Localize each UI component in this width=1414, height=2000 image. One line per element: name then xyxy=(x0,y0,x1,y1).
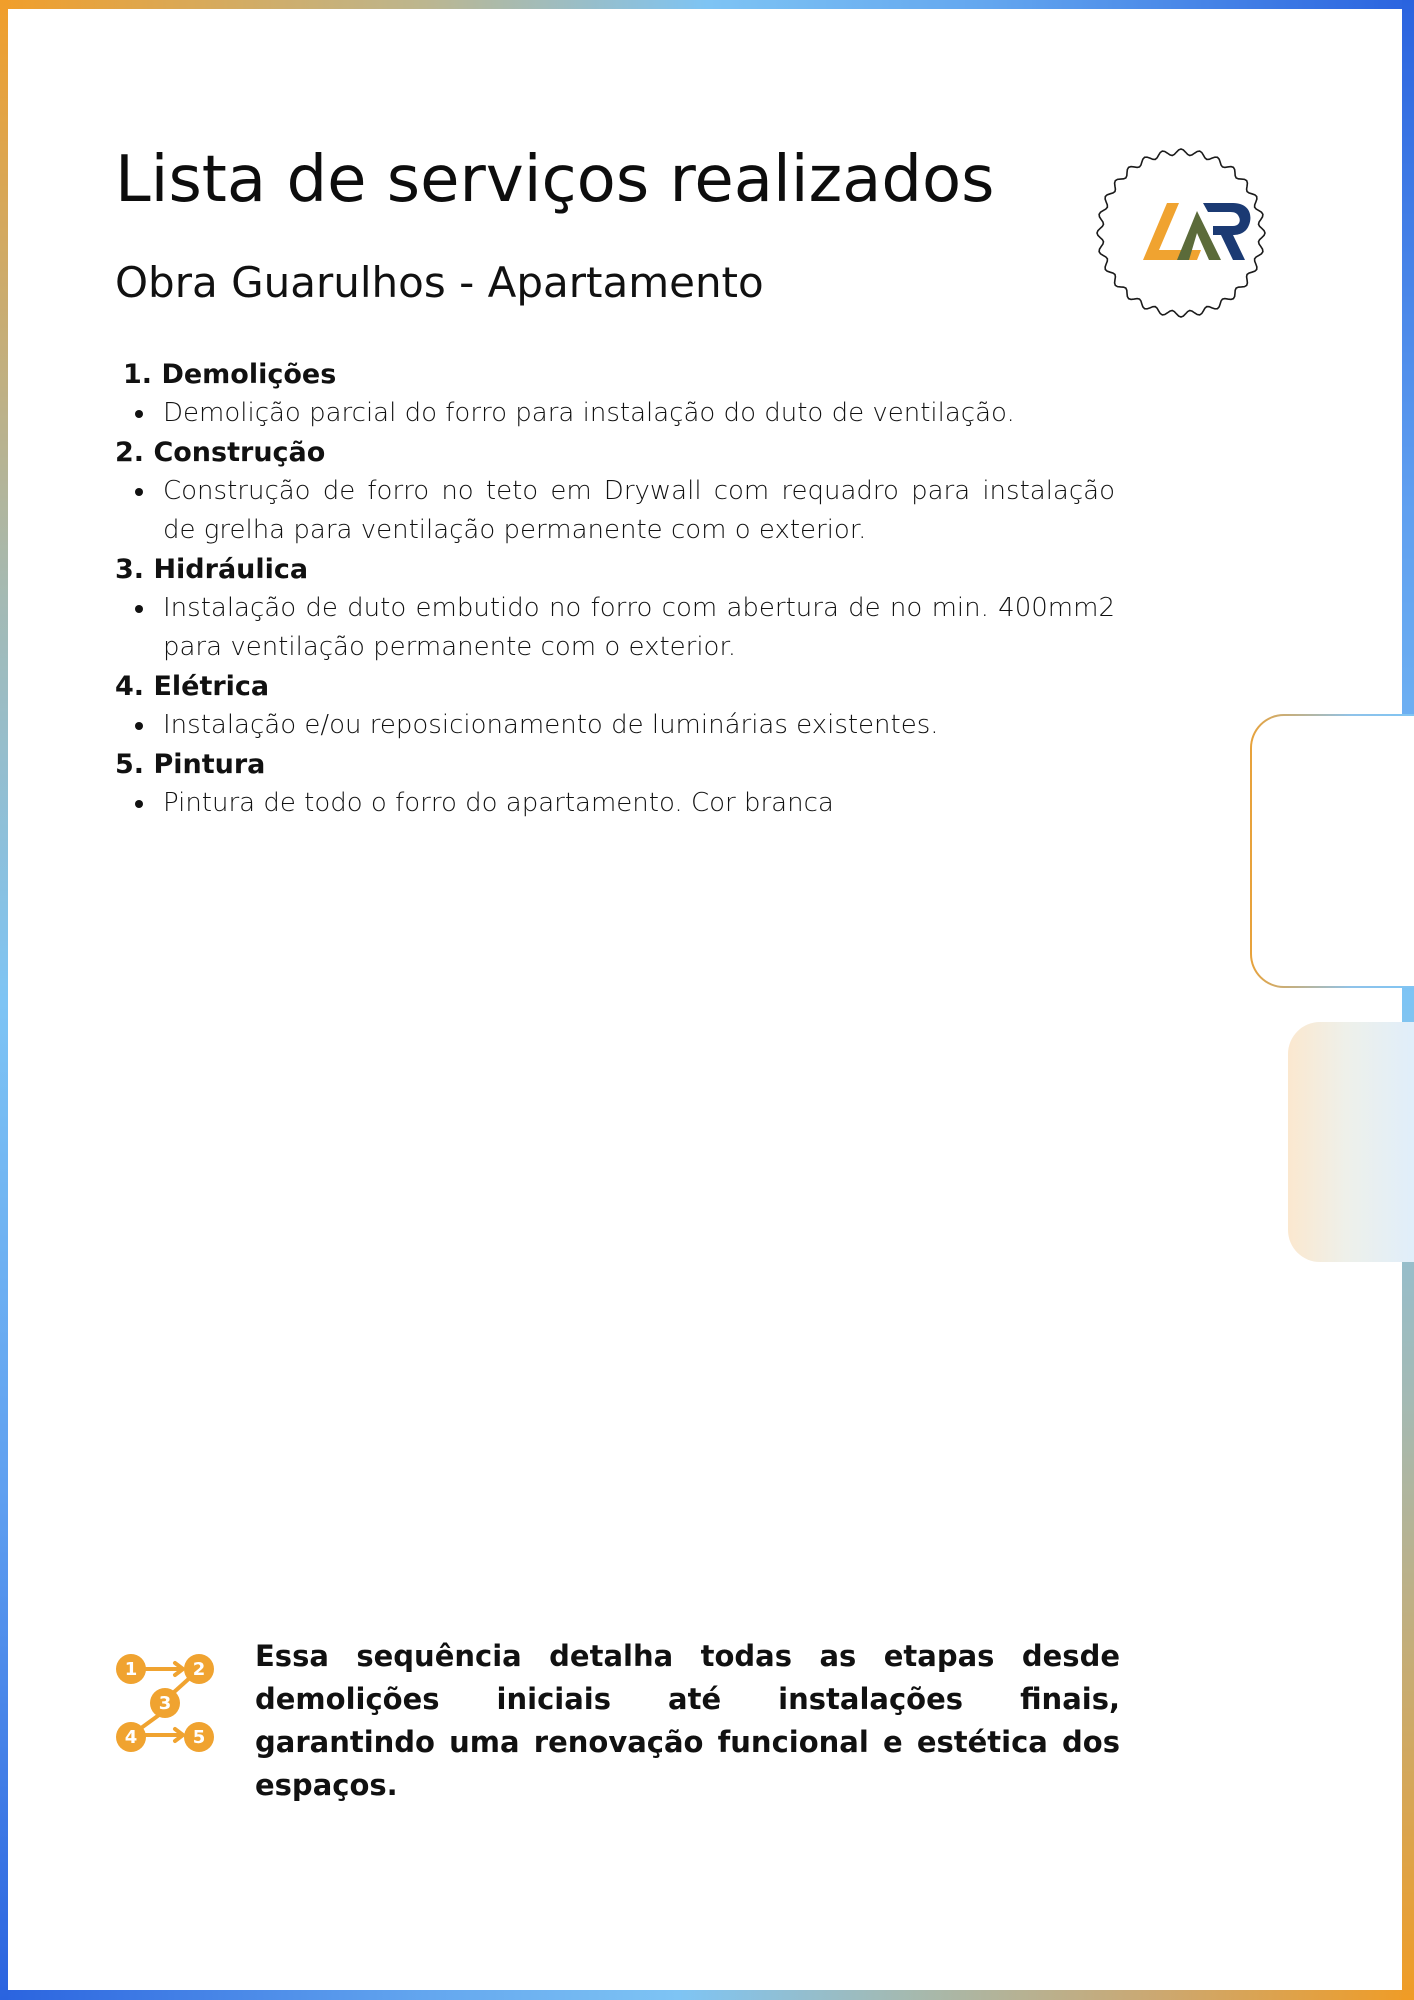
section-heading: 1. Demolições xyxy=(123,359,337,390)
list-item: Instalação de duto embutido no forro com abertura de no min. 400mm2 para ventilação permanente com o exterior. xyxy=(163,589,1115,667)
section-heading: 2. Construção xyxy=(115,437,326,468)
bullet-list xyxy=(115,784,1115,823)
bullet-list xyxy=(115,394,1115,433)
bullet-list xyxy=(115,589,1115,667)
decorative-gradient-tab xyxy=(1288,1022,1414,1262)
gradient-frame-bottom xyxy=(0,1990,1414,2000)
gradient-frame-top xyxy=(0,0,1414,9)
decorative-outlined-tab xyxy=(1250,714,1414,988)
service-section-eletrica xyxy=(115,667,1115,745)
bullet-list xyxy=(115,472,1115,550)
gradient-frame-right xyxy=(1402,0,1414,2000)
page-subtitle: Obra Guarulhos - Apartamento xyxy=(115,258,764,307)
service-section-hidraulica xyxy=(115,550,1115,667)
list-item: Construção de forro no teto em Drywall com requadro para instalação de grelha para ventilação permanente com o exterior. xyxy=(163,472,1115,550)
footer-text: Essa sequência detalha todas as etapas desde demolições iniciais até instalações finais, garantindo uma renovação funcional e estética dos espaços. xyxy=(255,1639,1120,1802)
footer-summary xyxy=(115,1635,1120,1807)
section-heading: 3. Hidráulica xyxy=(115,554,309,585)
step-label: 2 xyxy=(192,1659,206,1680)
numbered-steps-icon xyxy=(115,1653,217,1755)
step-label: 1 xyxy=(124,1659,138,1680)
step-label: 3 xyxy=(158,1693,172,1714)
gradient-frame-left xyxy=(0,0,8,2000)
step-label: 5 xyxy=(192,1727,206,1748)
service-section-pintura xyxy=(115,745,1115,823)
bullet-list xyxy=(115,706,1115,745)
service-section-construcao xyxy=(115,433,1115,550)
page-title: Lista de serviços realizados xyxy=(115,143,995,217)
section-heading: 4. Elétrica xyxy=(115,671,270,702)
list-item: Instalação e/ou reposicionamento de luminárias existentes. xyxy=(163,706,1115,745)
services-list xyxy=(115,355,1115,823)
list-item: Demolição parcial do forro para instalação do duto de ventilação. xyxy=(163,394,1115,433)
section-heading: 5. Pintura xyxy=(115,749,266,780)
list-item: Pintura de todo o forro do apartamento. Cor branca xyxy=(163,784,1115,823)
lar-logo-icon xyxy=(1093,145,1269,321)
service-section-demolicoes xyxy=(115,355,1115,433)
step-label: 4 xyxy=(124,1727,138,1748)
